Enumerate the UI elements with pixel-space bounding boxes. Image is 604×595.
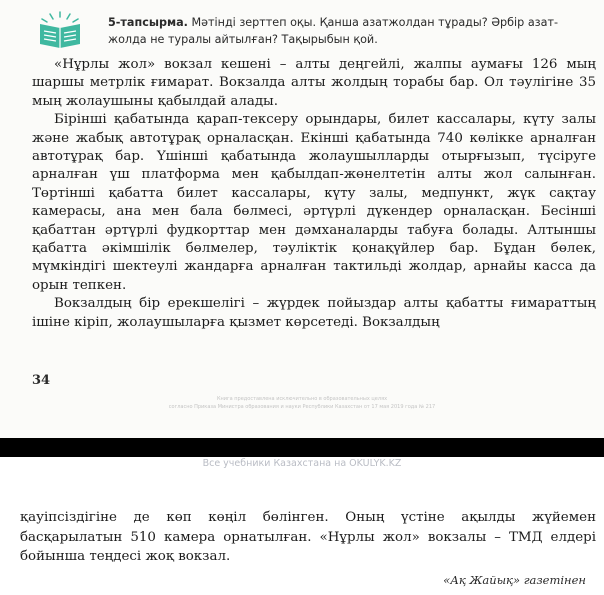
page-divider <box>0 438 604 457</box>
article-body <box>32 56 596 332</box>
task-instruction-line-2: жолда не туралы айтылған? Тақырыбын қой. <box>108 33 378 46</box>
task-instruction-line-1: Мәтінді зерттеп оқы. Қанша азатжолдан тұрады? Әрбір азат- <box>191 16 559 29</box>
source-attribution: «Ақ Жайық» газетінен <box>443 573 586 587</box>
site-watermark: Все учебники Казахстана на OKULYK.KZ <box>202 458 402 469</box>
paragraph-1: «Нұрлы жол» вокзал кешені – алты деңгейлі, жалпы аумағы 126 мың шаршы метрлік ғимарат. Вокзалда алты жолдың торабы бар. Ол тәулігіне 35 мың жолаушыны қабылдай алады. <box>32 57 596 109</box>
task-instruction <box>108 14 600 48</box>
article-continuation <box>20 508 596 567</box>
task-label: 5-тапсырма. <box>108 16 188 29</box>
paragraph-3: Вокзалдың бір ерекшелігі – жүрдек пойыздар алты қабатты ғимараттың ішіне кіріп, жолаушыларға қызмет көрсетеді. Вокзалдың <box>32 296 596 330</box>
continuation-paragraph: қауіпсіздігіне де көп көңіл бөлінген. Оның үстіне ақылды жүйемен басқарылатын 510 камера орнатылған. «Нұрлы жол» вокзалы – ТМД елдері бойынша теңдесі жоқ вокзал. <box>20 510 596 564</box>
page-number: 34 <box>32 373 51 388</box>
open-book-icon <box>34 10 86 50</box>
task-header <box>34 10 600 54</box>
copyright-note-line-2: согласно Приказа Министра образования и науки Республики Казахстан от 17 мая 2019 года № 217 <box>168 404 436 410</box>
copyright-note-line-1: Книга предоставлена исключительно в образовательных целях <box>216 396 388 402</box>
paragraph-2: Бірінші қабатында қарап-тексеру орындары, билет кассалары, күту залы және жабық автотұрақ орналасқан. Екінші қабатында 740 көлікке арналған автотұрақ бар. Үшінші қабатында жолаушылларды отырғызып, түсіруге арналған үш платформа мен қабылдап-жөнелтетін алты жол салынған. Төртінші қабатта билет кассалары, күту залы, медпункт, жүк сақтау камерасы, ана мен бала бөлмесі, әртүрлі дүкендер орналасқан. Бесінші қабаттан әртүрлі фудкорттар мен дәмханаларды табуға болады. Алтыншы қабатта әкімшілік бөлмелер, тәуліктік қонақүйлер бар. Бұдан бөлек, мүмкіндігі шектеулі жандарға арналған тактильді жолдар, арнайы касса да орын тепкен. <box>32 112 596 293</box>
